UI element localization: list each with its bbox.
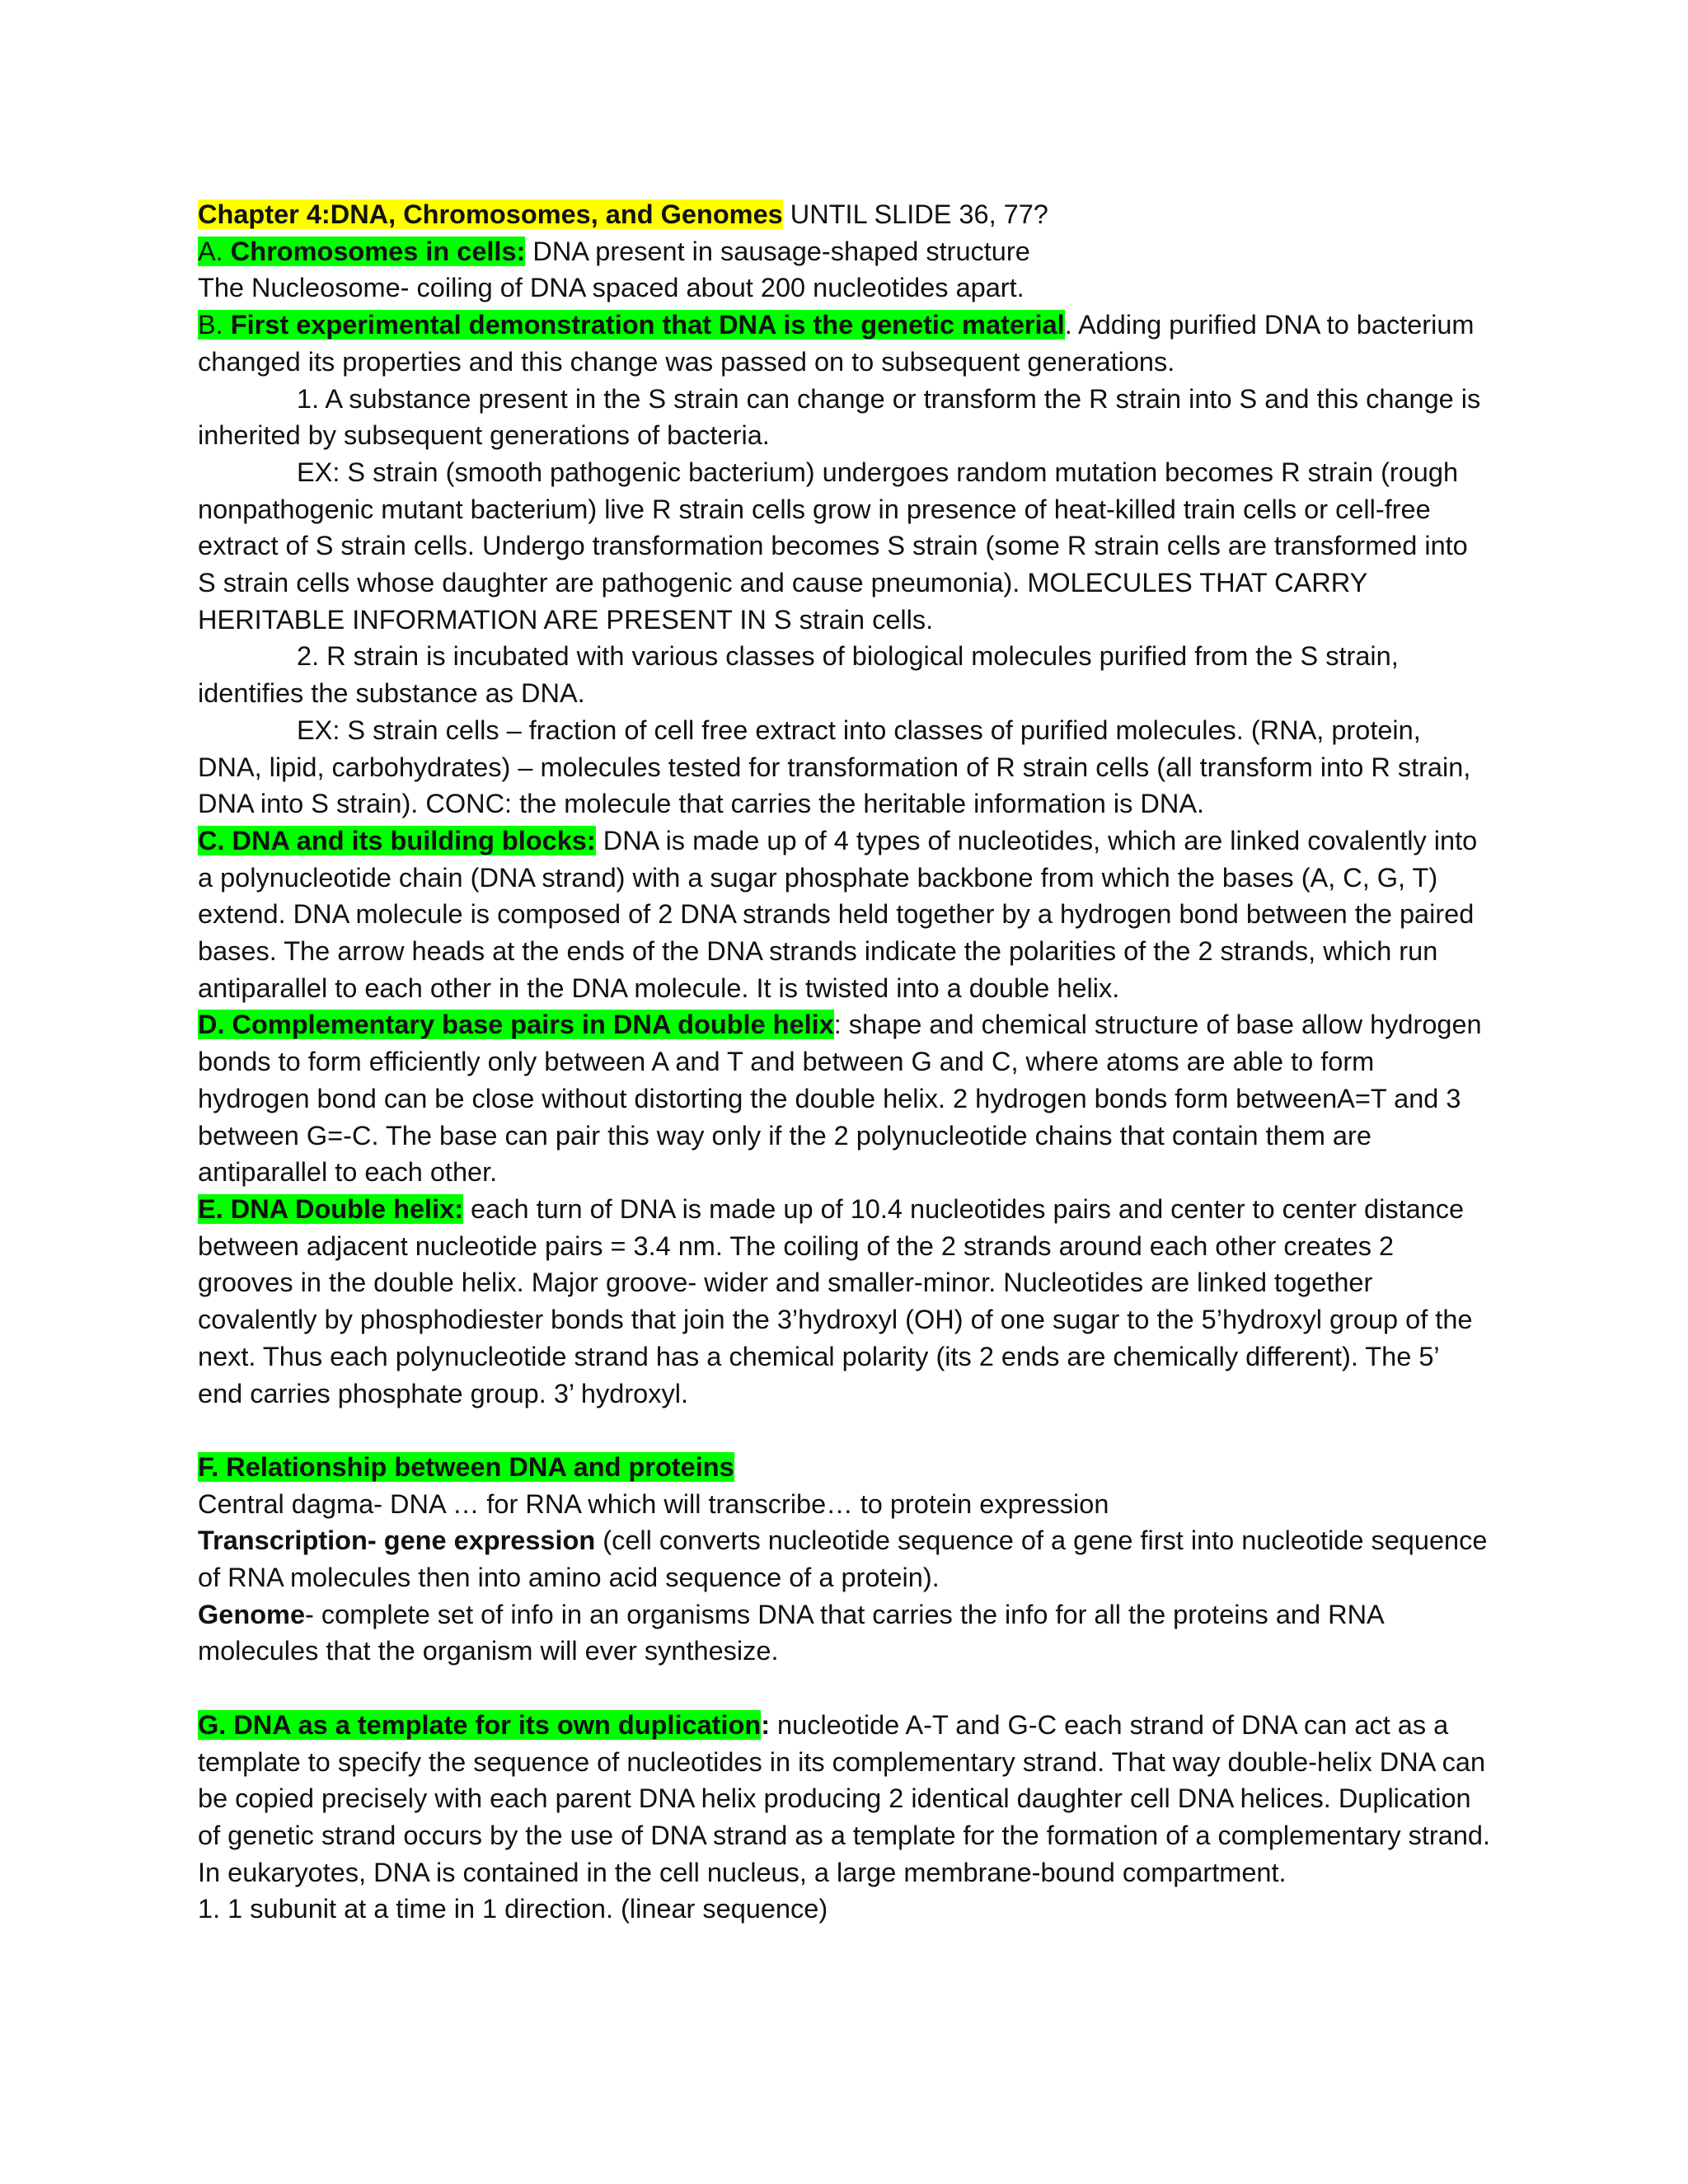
transcription-text: (cell converts nucleotide sequence of a gene first into nucleotide sequence of RNA molecules then into amino acid sequence of a protein). — [198, 1526, 1488, 1592]
section-a — [198, 233, 1490, 270]
section-g — [198, 1707, 1490, 1891]
transcription-term: Transcription- gene expression — [198, 1526, 596, 1556]
section-b-point-1: 1. A substance present in the S strain can change or transform the R strain into S and this change is inherited by subsequent generations of bacteria. — [198, 383, 1481, 451]
section-c — [198, 823, 1490, 1007]
section-c-heading: C. DNA and its building blocks: — [198, 825, 596, 855]
section-d-text: : shape and chemical structure of base allow hydrogen bonds to form efficiently only between A and T and between G and C, where atoms are able to form hydrogen bond can be close without distorting the double helix. 2 hydrogen bonds form betweenA=T and 3 between G=-C. The base can pair this way only if the 2 polynucleotide chains that contain them are antiparallel to each other. — [198, 1010, 1482, 1188]
central-dogma-line: Central dagma- DNA … for RNA which will transcribe… to protein expression — [198, 1488, 1109, 1519]
chapter-title-line — [198, 196, 1490, 233]
genome-paragraph — [198, 1596, 1490, 1670]
section-d-heading: D. Complementary base pairs in DNA double helix — [198, 1010, 834, 1040]
section-g-colon: : — [761, 1709, 771, 1740]
section-e-text: each turn of DNA is made up of 10.4 nucleotides pairs and center to center distance between adjacent nucleotide pairs = 3.4 nm. The coiling of the 2 strands around each other creates 2 grooves in the double helix. Major groove- wider and smaller-minor. Nucleotides are linked together covalently by phosphodiester bonds that join the 3’hydroxyl (OH) of one sugar to the 5’hydroxyl group of the next. Thus each polynucleotide strand has a chemical polarity (its 2 ends are chemically different). The 5’ end carries phosphate group. 3’ hydroxyl. — [198, 1193, 1473, 1408]
section-c-text: DNA is made up of 4 types of nucleotides, which are linked covalently into a polynucleotide chain (DNA strand) with a sugar phosphate backbone from which the bases (A, C, G, T) extend. DNA molecule is composed of 2 DNA strands held together by a hydrogen bond between the paired bases. The arrow heads at the ends of the DNA strands indicate the polarities of the 2 strands, which run antiparallel to each other in the DNA molecule. It is twisted into a double helix. — [198, 825, 1478, 1003]
section-a-heading: Chromosomes in cells: — [230, 236, 526, 266]
section-e-heading: E. DNA Double helix: — [198, 1193, 464, 1224]
spacer — [198, 1412, 1490, 1449]
section-b-prefix: B. — [198, 310, 231, 340]
section-b — [198, 307, 1490, 380]
section-a-prefix: A. — [198, 236, 231, 266]
section-d — [198, 1006, 1490, 1191]
section-b-heading: First experimental demonstration that DNA is the genetic material — [230, 310, 1065, 340]
section-g-text: nucleotide A-T and G-C each strand of DNA can act as a template to specify the sequence of nucleotides in its complementary strand. That way double-helix DNA can be copied precisely with each parent DNA helix producing 2 identical daughter cell DNA helices. Duplication of genetic strand occurs by the use of DNA strand as a template for the formation of a complementary strand. In eukaryotes, DNA is contained in the cell nucleus, a large membrane-bound compartment. — [198, 1709, 1491, 1887]
genome-term: Genome — [198, 1599, 306, 1629]
section-a-text: DNA present in sausage-shaped structure — [525, 236, 1030, 266]
chapter-title-suffix: UNTIL SLIDE 36, 77? — [782, 199, 1048, 229]
section-b-example-2: EX: S strain cells – fraction of cell free extract into classes of purified molecules. (RNA, protein, DNA, lipid, carbohydrates) – molecules tested for transformation of R strain cells (all transform into R strain, DNA into S strain). CONC: the molecule that carries the heritable information is DNA. — [198, 715, 1471, 819]
section-f-heading: F. Relationship between DNA and proteins — [198, 1451, 734, 1482]
section-e — [198, 1191, 1490, 1412]
genome-text: - complete set of info in an organisms DNA that carries the info for all the proteins and RNA molecules that the organism will ever synthesize. — [198, 1599, 1383, 1666]
section-b-point-2: 2. R strain is incubated with various classes of biological molecules purified from the S strain, identifies the substance as DNA. — [198, 641, 1399, 709]
nucleosome-line: The Nucleosome- coiling of DNA spaced about 200 nucleotides apart. — [198, 273, 1025, 303]
chapter-title: Chapter 4:DNA, Chromosomes, and Genomes — [198, 199, 783, 229]
section-b-example-1: EX: S strain (smooth pathogenic bacterium) undergoes random mutation becomes R strain (rough nonpathogenic mutant bacterium) live R strain cells grow in presence of heat-killed train cells or cell-free extract of S strain cells. Undergo transformation becomes S strain (some R strain cells are transformed into S strain cells whose daughter are pathogenic and cause pneumonia). MOLECULES THAT CARRY HERITABLE INFORMATION ARE PRESENT IN S strain cells. — [198, 457, 1468, 635]
section-g-heading: G. DNA as a template for its own duplication — [198, 1709, 762, 1740]
section-b-text: . Adding purified DNA to bacterium changed its properties and this change was passed on to subsequent generations. — [198, 310, 1475, 377]
section-g-item-1: 1. 1 subunit at a time in 1 direction. (linear sequence) — [198, 1894, 828, 1924]
section-f-heading-line — [198, 1449, 1490, 1486]
spacer — [198, 1670, 1490, 1707]
transcription-paragraph — [198, 1522, 1490, 1596]
